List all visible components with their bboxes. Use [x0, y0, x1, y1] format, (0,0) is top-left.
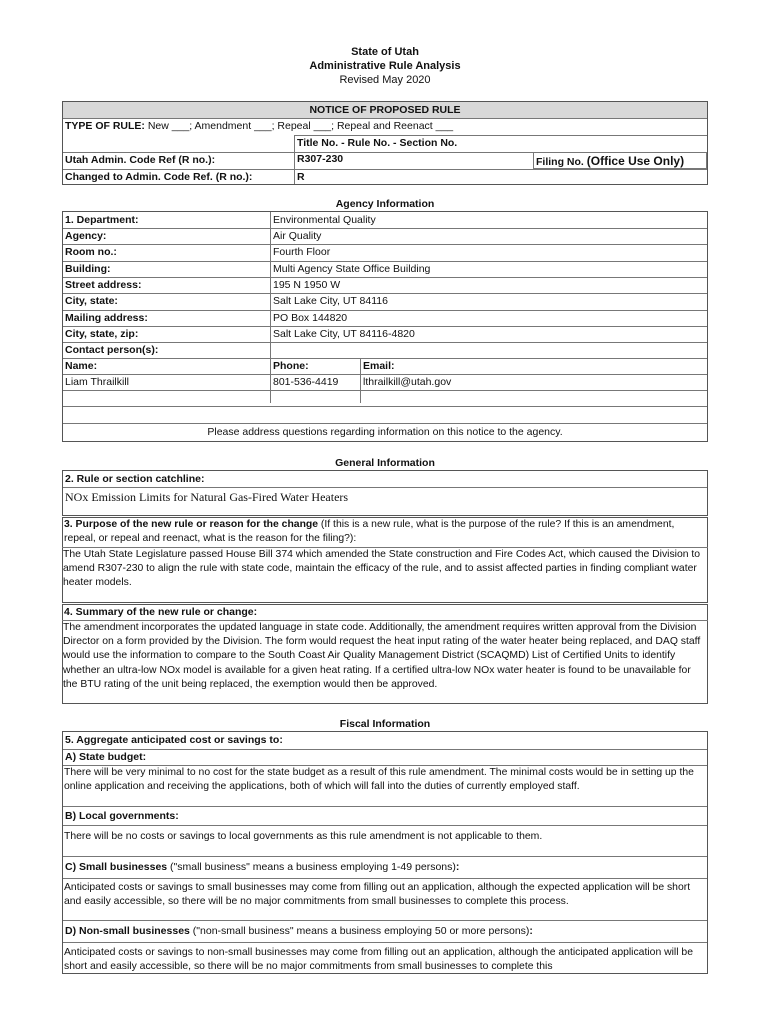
small-business-label: C) Small businesses — [65, 861, 168, 873]
section-3-hint: (If this is a new rule, what is the purpose of the rule? If this is an amendment, repeal, or repeal and reenact, what is the reason for the filing?): — [64, 519, 675, 545]
small-business-text: Anticipated costs or savings to small businesses may come from filling out an application, although the expected application will be short and easily accessible, so there will be no major commitments from small businesses to complete this process. — [64, 882, 691, 908]
section-2-value: NOx Emission Limits for Natural Gas-Fired Water Heaters — [65, 490, 349, 504]
filing-no — [536, 154, 684, 169]
section-5-label: 5. Aggregate anticipated cost or savings to: — [65, 734, 283, 746]
notice-title: NOTICE OF PROPOSED RULE — [309, 104, 461, 116]
doc-title: State of Utah — [351, 46, 419, 58]
code-ref-value: R307-230 — [297, 153, 344, 165]
non-small-business-text: Anticipated costs or savings to non-small businesses may come from filling out an application, although the anticipated application will be short and easily accessible, so there will be no major commitments from small businesses to complete this — [64, 947, 693, 973]
doc-revision: Revised May 2020 — [339, 74, 431, 86]
filing-value: (Office Use Only) — [586, 154, 685, 168]
filing-label: Filing No. — [536, 156, 584, 168]
non-small-business-label: D) Non-small businesses — [65, 925, 190, 937]
doc-subtitle: Administrative Rule Analysis — [309, 60, 461, 72]
title-no-label: Title No. - Rule No. - Section No. — [297, 137, 458, 149]
code-ref-label: Utah Admin. Code Ref (R no.): — [65, 154, 216, 166]
state-budget-text: There will be very minimal to no cost for the state budget as a result of this rule amendment. The minimal costs would be in setting up the online application and receiving the applications, both of which will fall into the duties of currently employed staff. — [64, 767, 694, 793]
agency-row-label: Street address: — [65, 279, 142, 291]
section-3-label: 3. Purpose of the new rule or reason for the change — [64, 519, 319, 530]
agency-row-value: Multi Agency State Office Building — [273, 263, 431, 275]
notice-table — [62, 101, 708, 185]
section-2-box — [62, 470, 708, 516]
section-3-heading — [62, 518, 706, 546]
fiscal-heading: Fiscal Information — [339, 718, 431, 730]
agency-row-label: Mailing address: — [65, 312, 148, 324]
general-heading: General Information — [335, 457, 435, 469]
agency-row-label: City, state: — [65, 295, 118, 307]
non-small-business-hint: ("non-small business" means a business employing 50 or more persons) — [189, 925, 530, 937]
col-name-header: Name: — [65, 360, 98, 372]
local-gov-text: There will be no costs or savings to local governments as this rule amendment is not applicable to them. — [64, 831, 543, 842]
section-4-text: The amendment incorporates the updated language in state code. Additionally, the amendment requires written approval from the Division Director on a form provided by the Division. The form would request the heat input rating of the water heater being replaced, and DAQ staff would use the information to compare to the South Coast Air Quality Management District (SCAQMD) List of Certified Units to identify whether an ultra-low NOx model is available for a given heat rating. If a certified ultra-low NOx water heater is found to be unavailable for the BTU rating of the unit being replaced, the exemption would then be approved. — [63, 622, 701, 690]
local-gov-label: B) Local governments: — [65, 810, 179, 822]
type-of-rule — [65, 119, 453, 133]
agency-row-label: 1. Department: — [65, 214, 139, 226]
non-small-business-colon: : — [529, 925, 533, 937]
agency-table — [62, 211, 708, 442]
small-business-colon: : — [455, 861, 460, 873]
agency-row-label: Building: — [65, 263, 111, 275]
fiscal-table — [62, 731, 708, 974]
agency-row-label: Room no.: — [65, 246, 117, 258]
col-phone-header: Phone: — [273, 360, 309, 372]
agency-row-label: Agency: — [65, 230, 107, 242]
agency-row-label: City, state, zip: — [65, 328, 139, 340]
changed-code-label: Changed to Admin. Code Ref. (R no.): — [65, 171, 253, 183]
agency-row-value: PO Box 144820 — [273, 312, 348, 324]
agency-row-value: Salt Lake City, UT 84116-4820 — [273, 328, 415, 340]
small-business-heading — [65, 860, 459, 874]
section-2-label: 2. Rule or section catchline: — [65, 473, 205, 485]
section-4-label: 4. Summary of the new rule or change: — [64, 606, 258, 618]
contact-name: Liam Thrailkill — [65, 376, 129, 388]
type-of-rule-label: TYPE OF RULE: — [65, 120, 145, 132]
contact-label: Contact person(s): — [65, 344, 159, 356]
col-email-header: Email: — [363, 360, 395, 372]
agency-row-value: 195 N 1950 W — [273, 279, 341, 291]
non-small-business-heading — [65, 924, 533, 938]
agency-heading: Agency Information — [335, 198, 435, 210]
section-3-text: The Utah State Legislature passed House Bill 374 which amended the State construction and Fire Codes Act, which caused the Division to amend R307-230 to align the rule with state code, maintain the efficacy of the rule, and to assist affected parties in finding compliant water heater models. — [63, 549, 701, 589]
contact-email: lthrailkill@utah.gov — [363, 376, 452, 388]
small-business-hint: ("small business" means a business employing 1-49 persons) — [167, 861, 456, 873]
type-of-rule-options: New ___; Amendment ___; Repeal ___; Repeal and Reenact ___ — [147, 120, 454, 132]
agency-note: Please address questions regarding information on this notice to the agency. — [207, 426, 563, 438]
changed-code-value: R — [297, 171, 305, 183]
agency-row-value: Fourth Floor — [273, 246, 331, 258]
state-budget-label: A) State budget: — [65, 751, 147, 763]
contact-phone: 801-536-4419 — [273, 376, 339, 388]
agency-row-value: Salt Lake City, UT 84116 — [273, 295, 388, 307]
agency-row-value: Environmental Quality — [273, 214, 376, 226]
agency-row-value: Air Quality — [273, 230, 322, 242]
